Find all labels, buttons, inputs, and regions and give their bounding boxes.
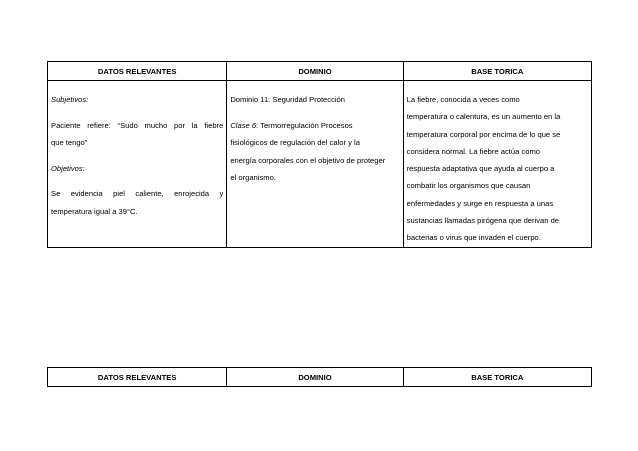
base-torica-cell <box>403 81 591 248</box>
table-row <box>48 81 592 248</box>
dominio-cell <box>227 81 403 248</box>
subjetivos-text-line1: Paciente refiere: “Sudo mucho por la fiebre <box>51 120 224 130</box>
table-header-row <box>48 62 592 81</box>
care-plan-table <box>47 61 592 248</box>
header-datos-relevantes: DATOS RELEVANTES <box>48 62 227 81</box>
base-torica-line: enfermedades y surge en respuesta a unas <box>406 198 554 208</box>
base-torica-line: respuesta adaptativa que ayuda al cuerpo a <box>406 164 555 174</box>
base-torica-line: sustancias llamadas pirógena que derivan de <box>406 216 560 226</box>
datos-relevantes-cell <box>48 81 227 248</box>
base-torica-line: bacterias o virus que invaden el cuerpo. <box>406 233 541 243</box>
base-torica-line: temperatura corporal por encima de lo que se <box>406 129 561 139</box>
table-header-row <box>48 368 592 387</box>
subjetivos-text-line2: que tengo” <box>51 138 88 147</box>
header-base-torica: BASE TORICA <box>403 62 591 81</box>
clase-text <box>230 117 399 135</box>
dominio-text: Dominio 11: Seguridad Protección <box>230 95 346 104</box>
objetivos-text-line2: temperatura igual a 39°C. <box>51 206 138 216</box>
subjetivos-label: Subjetivos: <box>51 95 89 104</box>
clase-text-line3: fisiológicos de regulación del calor y la <box>230 138 360 147</box>
base-torica-line: considera normal. La fiebre actúa como <box>406 146 541 156</box>
objetivos-label: Objetivos: <box>51 163 85 173</box>
header-base-torica: BASE TORICA <box>403 368 591 387</box>
header-dominio: DOMINIO <box>227 62 403 81</box>
base-torica-line: combatir los organismos que causan <box>406 181 531 191</box>
clase-label: Clase 6 <box>230 120 257 130</box>
clase-description: : Termorregulación Procesos <box>256 120 353 130</box>
header-dominio: DOMINIO <box>227 368 403 387</box>
header-datos-relevantes: DATOS RELEVANTES <box>48 368 227 387</box>
clase-text-line4: energía corporales con el objetivo de proteger <box>230 155 386 165</box>
clase-text-line5: el organismo. <box>230 173 276 182</box>
care-plan-table-2 <box>47 367 592 387</box>
base-torica-line: La fiebre, conocida a veces como <box>406 95 520 104</box>
objetivos-text-line1: Se evidencia piel caliente, enrojecida y <box>51 189 224 198</box>
base-torica-line: temperatura o calentura, es un aumento en la <box>406 112 561 122</box>
